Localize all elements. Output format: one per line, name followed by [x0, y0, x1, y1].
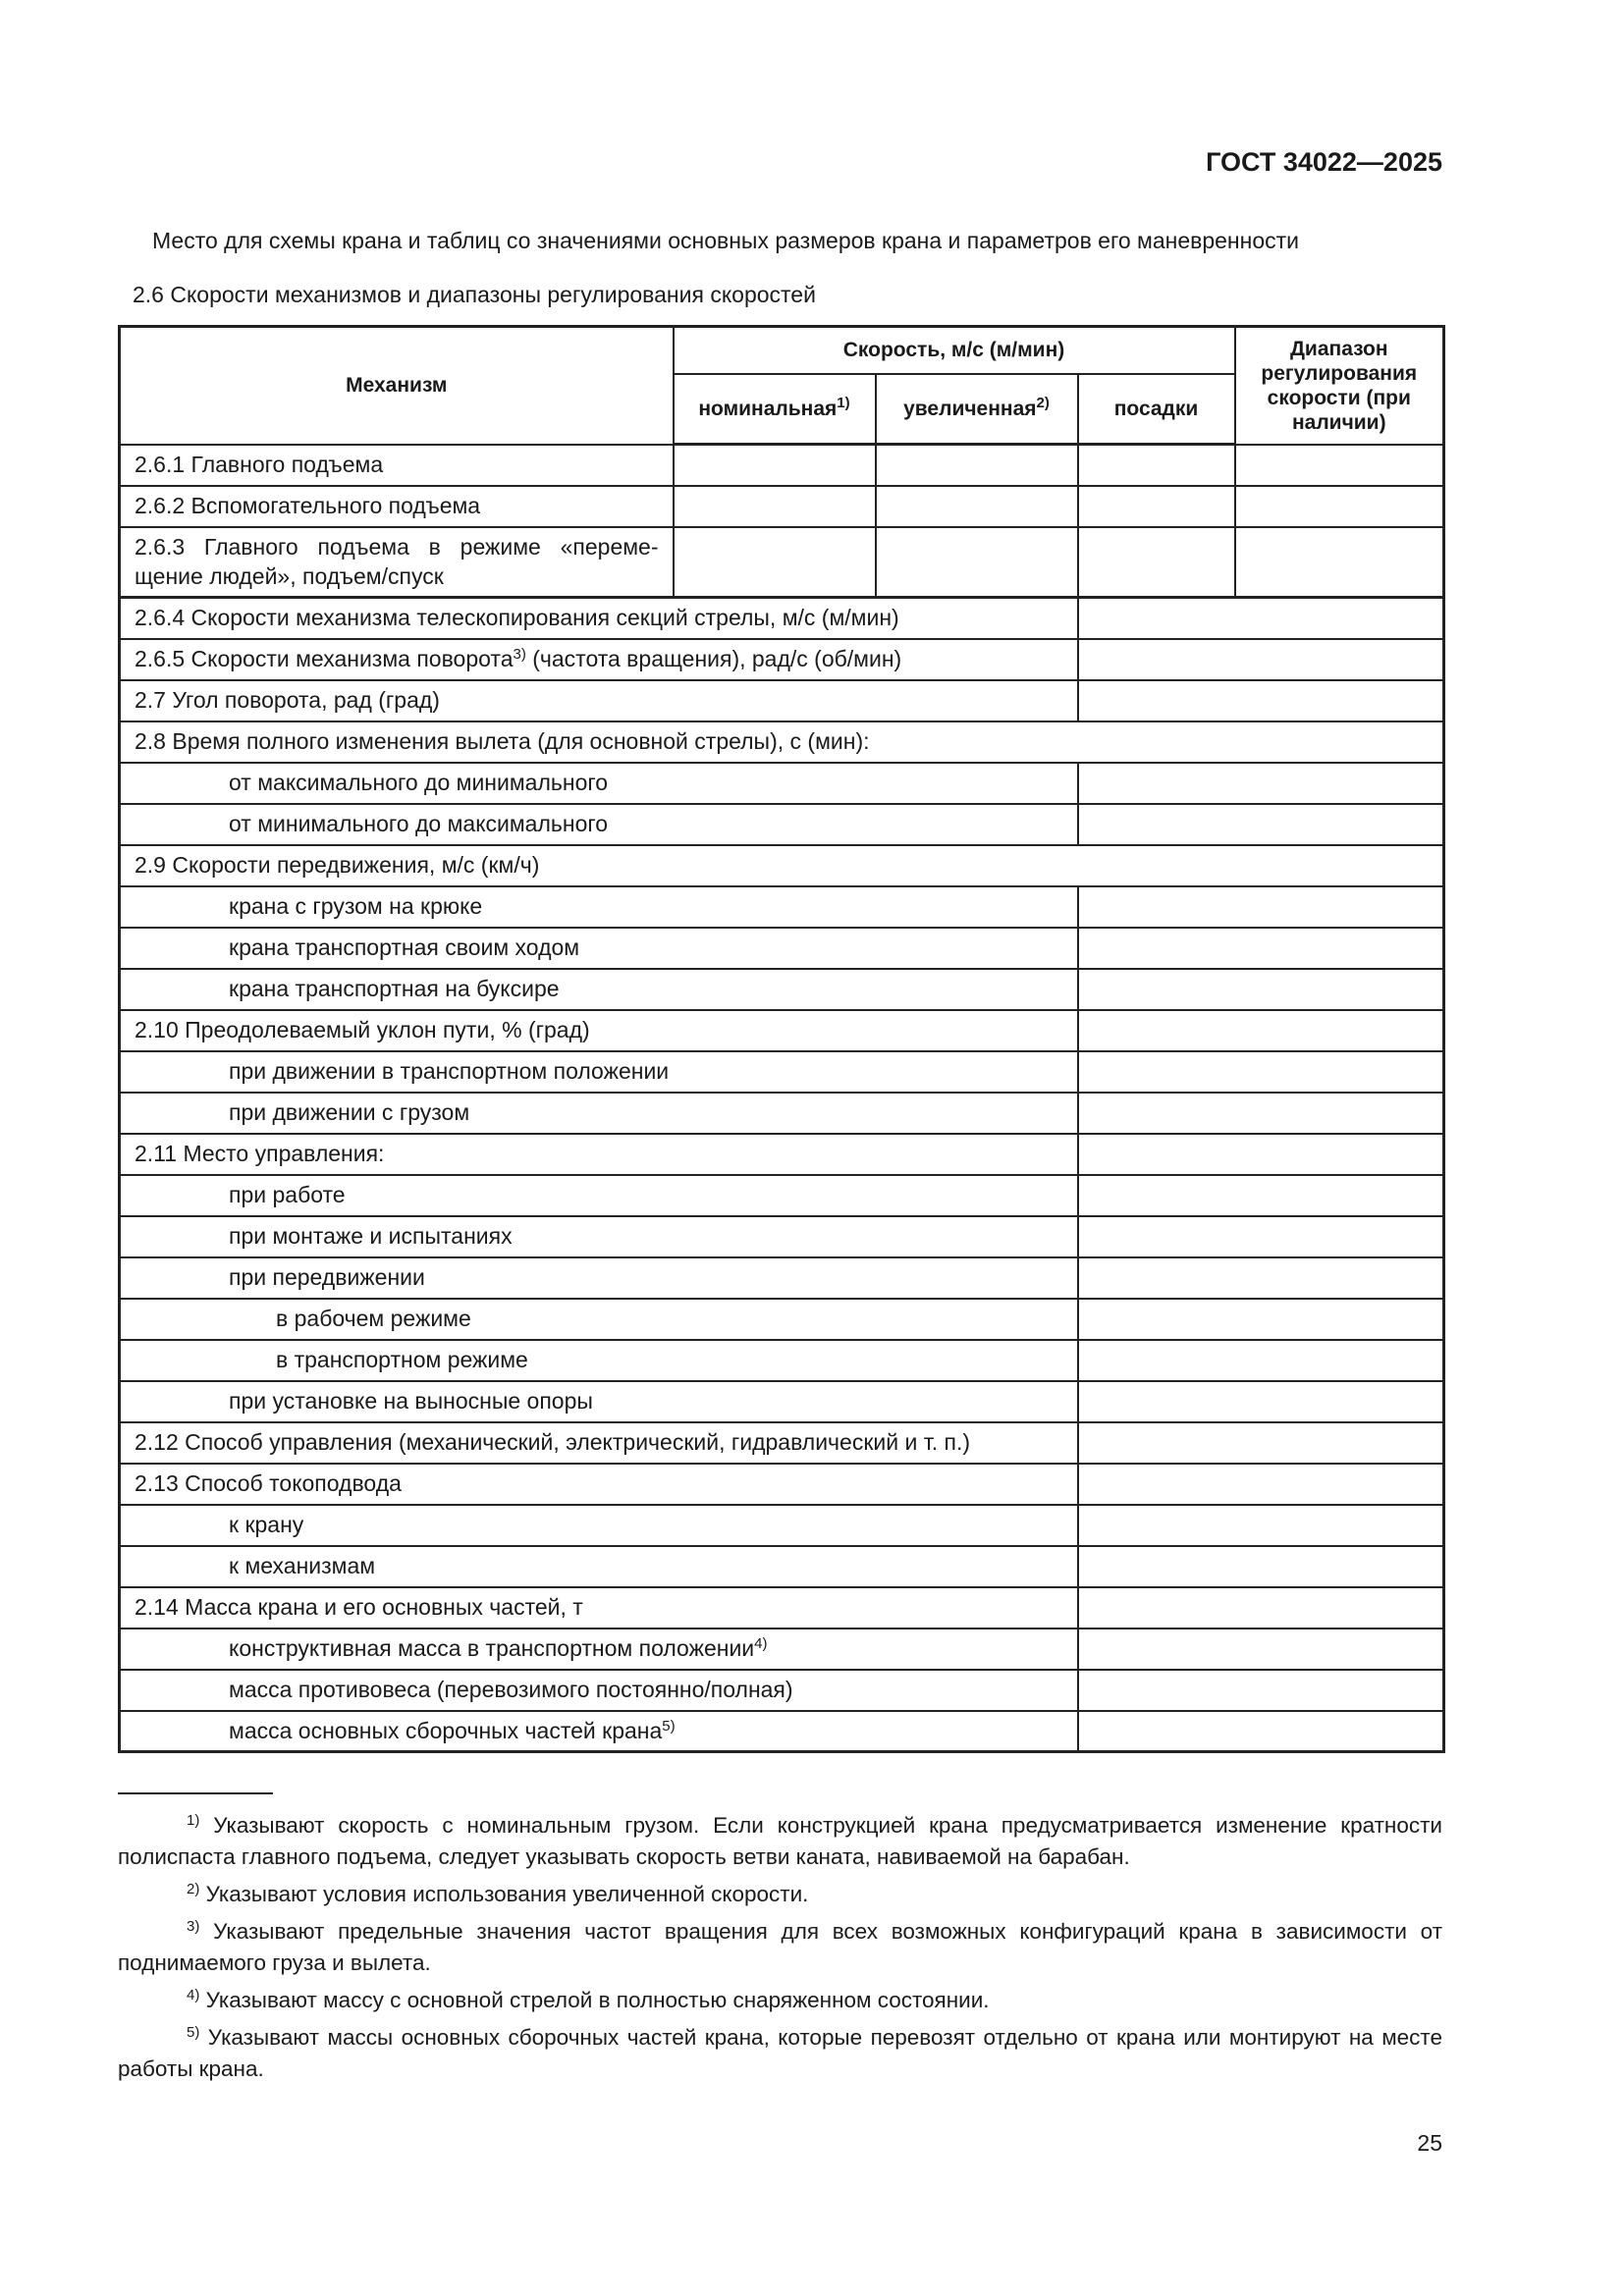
value-cell[interactable]	[1078, 1093, 1444, 1134]
page-number: 25	[1417, 2130, 1442, 2156]
row-label-text: при движении в транспортном положении	[229, 1058, 670, 1084]
row-label-text: 2.8 Время полного изменения вылета (для основной стрелы), с (мин):	[135, 728, 870, 754]
header-nominal-label: номинальная	[698, 397, 838, 420]
row-label	[120, 928, 1078, 969]
table-row	[120, 445, 1444, 486]
increased-speed-cell[interactable]	[876, 486, 1078, 527]
row-label-text: при установке на выносные опоры	[229, 1388, 593, 1414]
value-cell[interactable]	[1078, 1010, 1444, 1051]
row-label-text: 2.7 Угол поворота, рад (град)	[135, 687, 440, 713]
row-label-text: крана с грузом на крюке	[229, 893, 483, 919]
table-row	[120, 486, 1444, 527]
table-row	[120, 1381, 1444, 1422]
header-landing: посадки	[1078, 374, 1235, 445]
footnote-mark: 1)	[187, 1812, 200, 1829]
row-label	[120, 1051, 1078, 1093]
row-label-text: при монтаже и испытаниях	[229, 1223, 513, 1249]
increased-speed-cell[interactable]	[876, 527, 1078, 598]
table-row	[120, 1505, 1444, 1546]
row-label-text: конструктивная масса в транспортном положении	[229, 1635, 755, 1661]
row-label	[120, 763, 1078, 804]
row-label-text: к механизмам	[229, 1553, 376, 1578]
value-cell[interactable]	[1078, 1299, 1444, 1340]
section-title: 2.6 Скорости механизмов и диапазоны регулирования скоростей	[133, 282, 816, 307]
row-label	[120, 1010, 1078, 1051]
value-cell[interactable]	[1078, 1670, 1444, 1711]
footnote-mark: 4)	[187, 1987, 200, 2003]
table-row	[120, 1629, 1444, 1670]
value-cell[interactable]	[1078, 1257, 1444, 1299]
row-label-text: 2.6.2 Вспомогательного подъема	[135, 493, 481, 518]
table-row	[120, 1175, 1444, 1216]
row-label	[120, 1464, 1078, 1505]
value-cell[interactable]	[1078, 639, 1444, 680]
nominal-speed-cell[interactable]	[674, 445, 876, 486]
value-cell[interactable]	[1078, 1175, 1444, 1216]
row-label	[120, 1340, 1078, 1381]
header-range: Диапазон регулирования скорости (при наличии)	[1235, 327, 1444, 445]
value-cell[interactable]	[1078, 1134, 1444, 1175]
row-label-text: при движении с грузом	[229, 1099, 470, 1125]
row-label	[120, 1711, 1078, 1752]
row-label-text: в рабочем режиме	[276, 1306, 471, 1331]
row-label-text: 2.12 Способ управления (механический, электрический, гидравлический и т. п.)	[135, 1429, 970, 1455]
row-label-text: от минимального до максимального	[229, 811, 609, 836]
row-label	[120, 1299, 1078, 1340]
row-label	[120, 969, 1078, 1010]
row-label-text: 2.6.5 Скорости механизма поворота	[135, 646, 514, 671]
row-label-text: 2.13 Способ токоподвода	[135, 1470, 402, 1496]
value-cell[interactable]	[1078, 1587, 1444, 1629]
footnote-ref: 3)	[513, 646, 526, 663]
row-label-line: щение людей», подъем/спуск	[135, 563, 444, 590]
footnote-text: Указывают массу с основной стрелой в полностью снаряженном состоянии.	[199, 1988, 990, 2012]
row-label	[120, 1134, 1078, 1175]
value-cell[interactable]	[1078, 1340, 1444, 1381]
table-row	[120, 1010, 1444, 1051]
row-label-text: масса противовеса (перевозимого постоянно/полная)	[229, 1677, 793, 1702]
mechanism-speeds-table	[118, 325, 1445, 1753]
footnote-ref: 5)	[662, 1717, 676, 1735]
row-label-text: 2.10 Преодолеваемый уклон пути, % (град)	[135, 1017, 590, 1042]
footnote	[118, 2022, 1442, 2085]
footnote-ref: 4)	[754, 1635, 768, 1652]
footnote	[118, 1879, 1442, 1910]
row-label	[120, 1587, 1078, 1629]
footnote-mark: 2)	[187, 1881, 200, 1897]
row-label-text: масса основных сборочных частей крана	[229, 1717, 663, 1743]
range-cell[interactable]	[1235, 527, 1444, 598]
row-label	[120, 1093, 1078, 1134]
row-label	[120, 1257, 1078, 1299]
range-cell[interactable]	[1235, 486, 1444, 527]
table-row	[120, 1711, 1444, 1752]
row-label-text: в транспортном режиме	[276, 1347, 528, 1372]
row-label	[120, 639, 1078, 680]
value-cell[interactable]	[1078, 1216, 1444, 1257]
header-increased	[876, 374, 1078, 445]
row-label-text: 2.11 Место управления:	[135, 1141, 385, 1166]
row-label	[120, 721, 1444, 763]
intro-text: Место для схемы крана и таблиц со значениями основных размеров крана и параметров его маневренности	[152, 228, 1300, 253]
table-row	[120, 804, 1444, 845]
document-code: ГОСТ 34022—2025	[1206, 147, 1442, 177]
row-label-text: от максимального до минимального	[229, 770, 609, 795]
row-label-text: крана транспортная на буксире	[229, 976, 560, 1001]
nominal-speed-cell[interactable]	[674, 527, 876, 598]
nominal-speed-cell[interactable]	[674, 486, 876, 527]
row-label	[120, 1670, 1078, 1711]
footnotes	[118, 1810, 1442, 2091]
row-label	[120, 680, 1078, 721]
row-label-text: 2.6.4 Скорости механизма телескопирования секций стрелы, м/с (м/мин)	[135, 605, 899, 631]
value-cell[interactable]	[1078, 680, 1444, 721]
table-row	[120, 1299, 1444, 1340]
value-cell[interactable]	[1078, 1381, 1444, 1422]
range-cell[interactable]	[1235, 445, 1444, 486]
row-label	[120, 527, 674, 598]
table-row	[120, 598, 1444, 639]
value-cell[interactable]	[1078, 1629, 1444, 1670]
footnote-text: Указывают массы основных сборочных частей крана, которые перевозят отдельно от крана или монтируют на месте работы крана.	[118, 2025, 1442, 2081]
row-label	[120, 845, 1444, 886]
footnote-text: Указывают условия использования увеличенной скорости.	[199, 1882, 809, 1906]
row-label-text: к крану	[229, 1512, 304, 1537]
row-label	[120, 1381, 1078, 1422]
row-label	[120, 1546, 1078, 1587]
row-label	[120, 598, 1078, 639]
row-label-text: при передвижении	[229, 1264, 425, 1290]
value-cell[interactable]	[1078, 763, 1444, 804]
value-cell[interactable]	[1078, 1051, 1444, 1093]
row-label	[120, 1629, 1078, 1670]
row-label	[120, 1505, 1078, 1546]
value-cell[interactable]	[1078, 1464, 1444, 1505]
footnote-text: Указывают предельные значения частот вращения для всех возможных конфигураций крана в зависимости от поднимаемого груза и вылета.	[118, 1919, 1442, 1975]
row-label-text: 2.14 Масса крана и его основных частей, т	[135, 1594, 583, 1620]
footnote-ref: 1)	[837, 394, 850, 411]
table-row	[120, 1670, 1444, 1711]
value-cell[interactable]	[1078, 1422, 1444, 1464]
row-label	[120, 886, 1078, 928]
value-cell[interactable]	[1078, 928, 1444, 969]
table-row	[120, 928, 1444, 969]
footnote	[118, 1810, 1442, 1873]
footnote-ref: 2)	[1036, 394, 1050, 411]
landing-speed-cell[interactable]	[1078, 445, 1235, 486]
row-label-text: 2.6.1 Главного подъема	[135, 452, 384, 477]
header-speed: Скорость, м/с (м/мин)	[674, 327, 1235, 374]
row-label	[120, 486, 674, 527]
table-row	[120, 1257, 1444, 1299]
value-cell[interactable]	[1078, 886, 1444, 928]
table-row	[120, 1546, 1444, 1587]
row-label-text: 2.9 Скорости передвижения, м/с (км/ч)	[135, 852, 540, 878]
table-row	[120, 639, 1444, 680]
table-row	[120, 1134, 1444, 1175]
footnote	[118, 1985, 1442, 2016]
value-cell[interactable]	[1078, 598, 1444, 639]
table-row	[120, 1093, 1444, 1134]
landing-speed-cell[interactable]	[1078, 486, 1235, 527]
table-row	[120, 1422, 1444, 1464]
row-label-text: при работе	[229, 1182, 346, 1207]
table-row	[120, 886, 1444, 928]
landing-speed-cell[interactable]	[1078, 527, 1235, 598]
row-label	[120, 445, 674, 486]
footnote-mark: 5)	[187, 2024, 200, 2041]
table-row	[120, 763, 1444, 804]
row-label	[120, 1422, 1078, 1464]
header-mechanism: Механизм	[120, 327, 674, 445]
table-row	[120, 1216, 1444, 1257]
value-cell[interactable]	[1078, 1711, 1444, 1752]
table-row	[120, 527, 1444, 598]
footnote-text: Указывают скорость с номинальным грузом. Если конструкцией крана предусматривается изменение кратности полиспаста главного подъема, следует указывать скорость ветви каната, навиваемой на барабан.	[118, 1813, 1442, 1869]
header-increased-label: увеличенная	[903, 397, 1037, 420]
row-label-text: (частота вращения), рад/с (об/мин)	[525, 646, 902, 671]
row-label	[120, 804, 1078, 845]
footnote	[118, 1916, 1442, 1979]
table-row	[120, 1340, 1444, 1381]
row-label-text: крана транспортная своим ходом	[229, 934, 580, 960]
table-row	[120, 1051, 1444, 1093]
table-row	[120, 1464, 1444, 1505]
table-row	[120, 969, 1444, 1010]
value-cell[interactable]	[1078, 1505, 1444, 1546]
increased-speed-cell[interactable]	[876, 445, 1078, 486]
row-label	[120, 1216, 1078, 1257]
value-cell[interactable]	[1078, 1546, 1444, 1587]
header-nominal	[674, 374, 876, 445]
row-label	[120, 1175, 1078, 1216]
footnote-divider	[118, 1792, 273, 1794]
footnote-mark: 3)	[187, 1918, 200, 1935]
table-row	[120, 1587, 1444, 1629]
value-cell[interactable]	[1078, 804, 1444, 845]
value-cell[interactable]	[1078, 969, 1444, 1010]
table-row	[120, 845, 1444, 886]
table-row	[120, 680, 1444, 721]
table-row	[120, 721, 1444, 763]
row-label-line: 2.6.3 Главного подъема в режиме «переме-	[135, 534, 659, 561]
